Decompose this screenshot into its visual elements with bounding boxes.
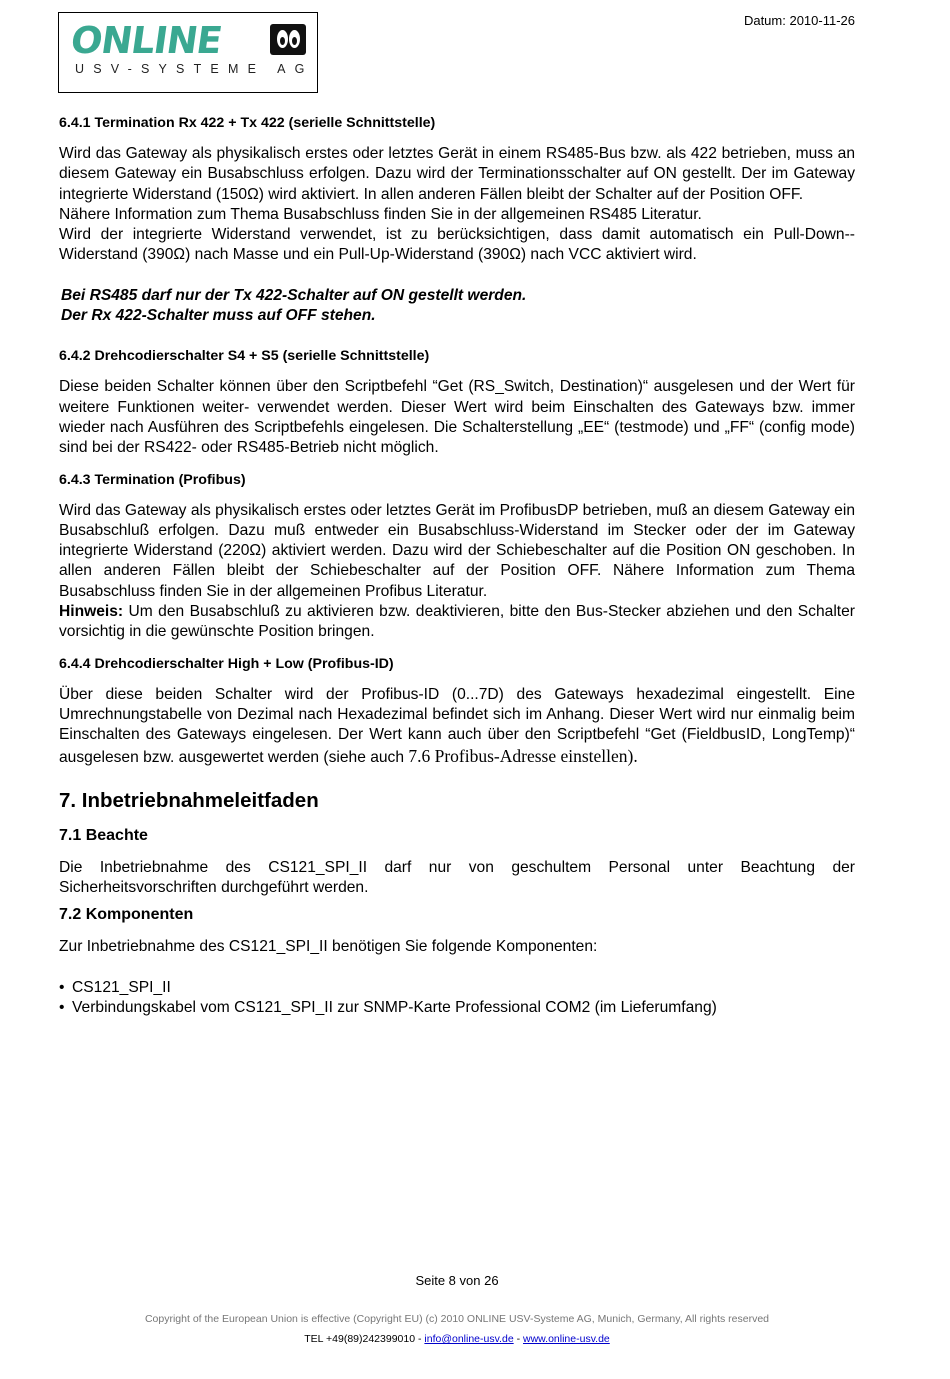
section-heading-71: 7.1 Beachte: [59, 826, 148, 844]
paragraph-642-1: Diese beiden Schalter können über den Scriptbefehl “Get (RS_Switch, Destination)“ ausgelesen und der Wert für weitere Funktionen weiter- verwendet werden. Dieser Wert wird beim Einschalten des Gateways bzw. immer wieder nach Ausführen des Scriptbefehls eingelesen. Die Schalterstellung „EE“ (testmode) und „FF“ (config mode) sind bei der RS422- oder RS485-Betrieb nicht möglich.: [59, 378, 855, 457]
chapter-heading-7: 7. Inbetriebnahmeleitfaden: [59, 788, 319, 812]
document-date: Datum: 2010-11-26: [743, 13, 855, 28]
paragraph-641-2: Nähere Information zum Thema Busabschluss finden Sie in der allgemeinen RS485 Literatur.: [59, 205, 702, 223]
contact-line: [0, 1333, 914, 1345]
paragraph-644-1: [59, 685, 855, 768]
hint-label: Hinweis:: [59, 603, 124, 621]
paragraph-644-text: Über diese beiden Schalter wird der Profibus-ID (0...7D) des Gateways hexadezimal eingestellt. Eine Umrechnungstabelle von Dezimal nach Hexadezimal befindet sich im Anhang. Dieser Wert wird nur einmalig beim Einschalten des Gateways eingelesen. Der Wert kann auch über den Scriptbefehl “Get (FieldbusID, LongTemp)“ ausgelesen bzw. ausgewertet werden (siehe auch: [59, 685, 855, 766]
section-reference: 7.6 Profibus-Adresse einstellen).: [408, 745, 638, 766]
page-number: Seite 8 von 26: [415, 1273, 499, 1288]
paragraph-641-1: Wird das Gateway als physikalisch erstes oder letztes Gerät in einem RS485-Bus bzw. als 422 betrieben, muss an diesem Gateway ein Busabschluss erfolgen. Dazu wird der Terminationsschalter auf ON gestellt. Der im Gateway integrierte Widerstand (150Ω) wird aktiviert. In allen anderen Fällen bleibt der Schalter auf der Position OFF.: [59, 145, 855, 203]
copyright-notice: Copyright of the European Union is effective (Copyright EU) (c) 2010 ONLINE USV-Systeme AG, Munich, Germany, All rights reserved: [144, 1313, 770, 1325]
website-link[interactable]: www.online-usv.de: [523, 1333, 610, 1345]
contact-separator: -: [513, 1333, 523, 1345]
paragraph-72: Zur Inbetriebnahme des CS121_SPI_II benötigen Sie folgende Komponenten:: [59, 938, 598, 956]
components-list: [59, 978, 855, 1019]
email-link[interactable]: info@online-usv.de: [424, 1333, 514, 1345]
warning-line-1: Bei RS485 darf nur der Tx 422-Schalter auf ON gestellt werden.: [61, 286, 527, 304]
section-heading-641: 6.4.1 Termination Rx 422 + Tx 422 (serielle Schnittstelle): [59, 115, 436, 131]
logo-eyes-icon: [270, 24, 306, 55]
paragraph-641-3: Wird der integrierte Widerstand verwendet, ist zu berücksichtigen, dass damit automatisch ein Pull-Down--Widerstand (390Ω) nach Masse und ein Pull-Up-Widerstand (390Ω) nach VCC aktiviert wird.: [59, 226, 855, 264]
paragraph-71: Die Inbetriebnahme des CS121_SPI_II darf nur von geschultem Personal unter Beachtung der Sicherheitsvorschriften durchgeführt werden.: [59, 858, 855, 897]
hint-text: Um den Busabschluß zu aktivieren bzw. deaktivieren, bitte den Bus-Stecker abziehen und den Schalter vorsichtig in die gewünschte Position bringen.: [59, 603, 855, 641]
section-heading-644: 6.4.4 Drehcodierschalter High + Low (Profibus-ID): [59, 655, 394, 672]
paragraph-643-1: Wird das Gateway als physikalisch erstes oder letztes Gerät im ProfibusDP betrieben, muß an diesem Gateway ein Busabschluß erfolgen. Dazu muß entweder ein Busabschluss-Widerstand im Stecker oder der im Gateway integrierte Widerstand (220Ω) aktiviert werden. Dazu wird der Schiebeschalter auf die Position ON geschoben. In allen anderen Fällen bleibt der Schiebeschalter auf der Position OFF. Nähere Information zum Thema Busabschluss finden Sie in der allgemeinen Profibus Literatur.: [59, 501, 855, 600]
section-heading-643: 6.4.3 Termination (Profibus): [59, 471, 246, 488]
page-content: [59, 113, 855, 1018]
section-heading-72: 7.2 Komponenten: [59, 906, 194, 924]
phone-number: TEL +49(89)242399010 -: [304, 1333, 425, 1345]
company-logo: [58, 12, 318, 93]
hint-paragraph: [59, 602, 855, 643]
logo-subtitle: USV-SYSTEME AG: [75, 62, 314, 76]
list-item: • CS121_SPI_II: [59, 978, 855, 998]
section-heading-642: 6.4.2 Drehcodierschalter S4 + S5 (serielle Schnittstelle): [59, 348, 430, 365]
list-item: • Verbindungskabel vom CS121_SPI_II zur SNMP-Karte Professional COM2 (im Lieferumfang): [59, 998, 855, 1018]
logo-wordmark: ONLINE: [68, 19, 225, 62]
warning-line-2: Der Rx 422-Schalter muss auf OFF stehen.: [61, 307, 376, 325]
